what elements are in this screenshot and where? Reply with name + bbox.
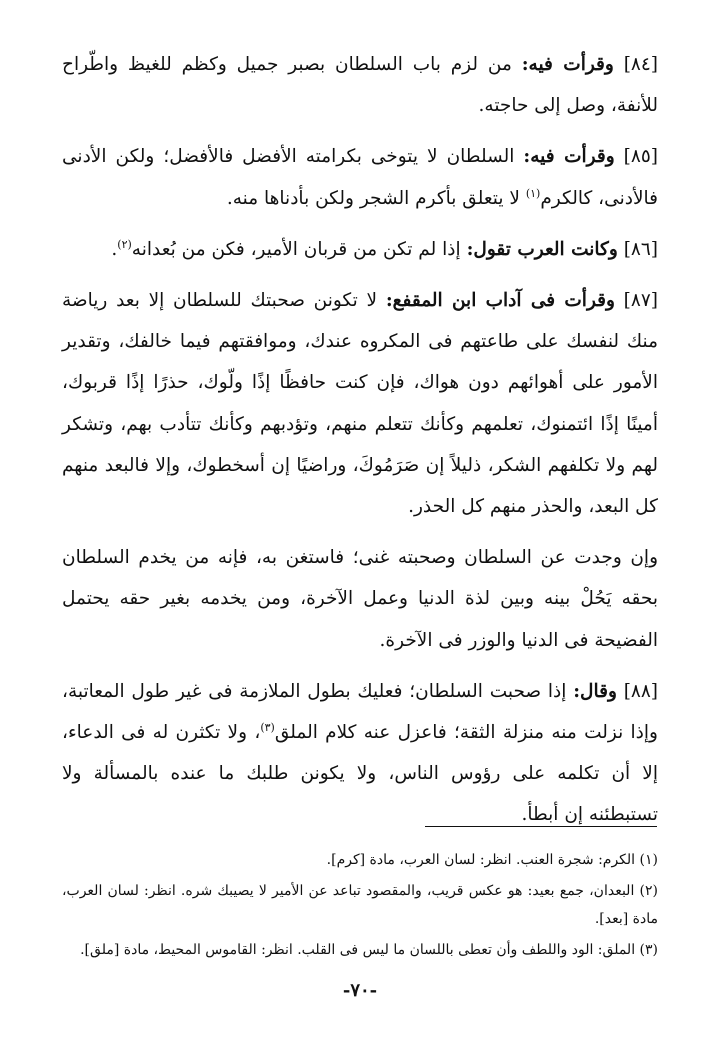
footnote-divider <box>425 826 657 827</box>
paragraph-number: [٨٧] <box>623 290 658 312</box>
footnote-mark: (١) <box>639 852 658 868</box>
paragraph-88 <box>62 671 658 836</box>
footnote-mark: (٣) <box>639 942 658 958</box>
paragraph-84 <box>62 44 658 126</box>
paragraph-number: [٨٤] <box>623 54 658 75</box>
footnote-text: الكرم: شجرة العنب. انظر: لسان العرب، مادة [كرم]. <box>326 852 636 868</box>
paragraph-text: لا تكونن صحبتك للسلطان إلا بعد رياضة منك لنفسك على طاعتهم فى المكروه عندك، وموافقتهم فيما خالفك، وتقدير الأمور على أهوائهم دون هواك، فإن كنت حافظًا إذًا ولّوك، حذرًا إذًا قربوك، أمينًا إذًا ائتمنوك، تعلمهم وكأنك تتعلم منهم، وتؤدبهم وكأنك تتأدب بهم، وتشكر لهم ولا تكلفهم الشكر، ذليلاً إن صَرَمُوكَ، وراضيًا إن أسخطوك، وإلا فالبعد منهم كل البعد، والحذر منهم كل الحذر. <box>62 290 658 518</box>
paragraph-text: السلطان لا يتوخى بكرامته الأفضل فالأفضل؛ ولكن الأدنى فالأدنى، كالكرم <box>62 146 658 209</box>
footnote-1 <box>62 846 658 874</box>
footnote-mark: (٢) <box>117 237 132 251</box>
paragraph-text-after: . <box>111 238 118 260</box>
footnote-text: الملق: الود واللطف وأن تعطى باللسان ما ليس فى القلب. انظر: القاموس المحيط، مادة [ملق]. <box>80 942 636 958</box>
paragraph-number: [٨٨] <box>623 680 659 702</box>
footnote-3 <box>62 936 658 964</box>
paragraph-text-after: لا يتعلق بأكرم الشجر ولكن بأدناها منه. <box>226 187 520 209</box>
paragraph-85 <box>62 136 658 218</box>
paragraph-86 <box>62 229 658 270</box>
paragraph-number: [٨٦] <box>623 238 658 260</box>
page-number: -٧٠- <box>342 980 378 1001</box>
footnotes <box>62 846 658 967</box>
footnote-mark: (١) <box>525 186 541 200</box>
footnote-mark: (٣) <box>260 720 275 734</box>
footnote-mark: (٢) <box>639 883 659 899</box>
paragraph-87 <box>62 280 658 527</box>
paragraph-lead: وقرأت فيه: <box>523 146 615 168</box>
paragraph-text: من لزم باب السلطان بصبر جميل وكظم للغيظ واطّراح للأنفة، وصل إلى حاجته. <box>62 54 658 117</box>
paragraph-text: وإن وجدت عن السلطان وصحبته غنى؛ فاستغن به، فإنه من يخدم السلطان بحقه يَحُلْ بينه وبين لذة الدنيا وعمل الآخرة، ومن يخدمه بغير حقه يحتمل الفضيحة فى الدنيا والوزر فى الآخرة. <box>62 547 658 651</box>
paragraph-lead: وقرأت فى آداب ابن المقفع: <box>385 290 615 312</box>
paragraph-text: إذا لم تكن من قربان الأمير، فكن من بُعدانه <box>131 238 461 260</box>
footnote-2 <box>62 877 658 933</box>
paragraph-number: [٨٥] <box>623 146 658 168</box>
paragraph-lead: وقال: <box>573 680 617 702</box>
paragraph-text-after: ، ولا تكثرن له فى الدعاء، إلا أن تكلمه على رؤوس الناس، ولا يكونن طلبك ما عنده بالمسألة ولا تستبطئنه إن أبطأ. <box>62 722 658 826</box>
main-text <box>62 44 658 846</box>
paragraph-lead: وكانت العرب تقول: <box>466 238 618 260</box>
paragraph-text: إذا صحبت السلطان؛ فعليك بطول الملازمة فى غير طول المعاتبة، وإذا نزلت منه منزلة الثقة؛ فاعزل عنه كلام الملق <box>62 680 658 744</box>
paragraph-87-continued <box>62 537 658 661</box>
footnote-text: البعدان، جمع بعيد: هو عكس قريب، والمقصود تباعد عن الأمير لا يصيبك شره. انظر: لسان العرب، مادة [بعد]. <box>62 883 658 927</box>
paragraph-lead: وقرأت فيه: <box>521 54 614 75</box>
